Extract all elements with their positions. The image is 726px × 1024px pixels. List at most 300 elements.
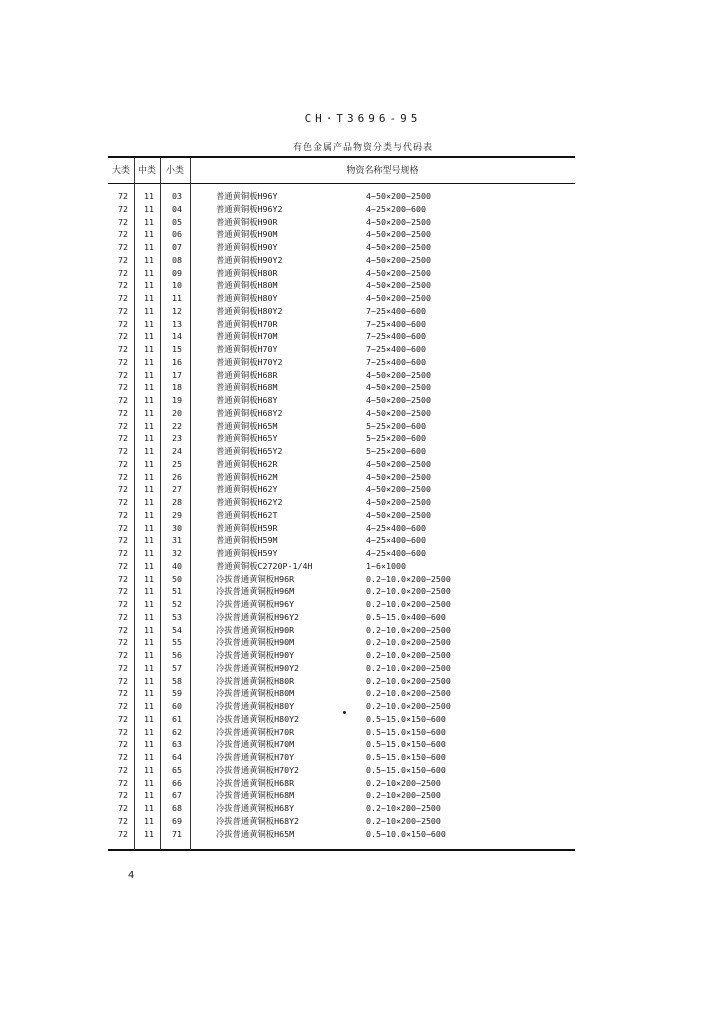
cell-spec: 4~50×200~2500: [366, 407, 431, 418]
cell-major: 72: [118, 764, 128, 775]
cell-major: 72: [118, 815, 128, 826]
cell-major: 72: [118, 305, 128, 316]
cell-middle: 11: [144, 535, 154, 546]
cell-spec: 0.2~10.0×200~2500: [366, 688, 451, 699]
table-row: [108, 203, 575, 216]
cell-spec: 0.2~10.0×200~2500: [366, 650, 451, 660]
cell-spec: 4~50×200~2500: [366, 293, 431, 303]
cell-middle: 11: [144, 573, 154, 584]
cell-name: 冷拔普通黄铜板H96M: [216, 586, 295, 597]
cell-minor: 07: [172, 242, 182, 252]
cell-middle: 11: [144, 344, 154, 354]
table-row: [108, 764, 575, 777]
cell-spec: 4~50×200~2500: [366, 509, 431, 520]
table-row: [108, 675, 575, 688]
cell-minor: 65: [172, 764, 182, 775]
cell-major: 72: [118, 803, 128, 813]
cell-name: 冷拔普通黄铜板H68Y: [216, 803, 295, 813]
cell-spec: 4~25×400~600: [366, 535, 426, 546]
cell-middle: 11: [144, 509, 154, 520]
cell-name: 冷拔普通黄铜板H70M: [216, 739, 295, 750]
cell-middle: 11: [144, 752, 154, 762]
table-row: [108, 496, 575, 509]
table-row: [108, 713, 575, 726]
cell-middle: 11: [144, 675, 154, 686]
cell-middle: 11: [144, 305, 154, 316]
cell-minor: 10: [172, 280, 182, 291]
cell-name: 冷拔普通黄铜板H68Y2: [216, 815, 300, 826]
cell-minor: 25: [172, 458, 182, 469]
cell-minor: 59: [172, 688, 182, 699]
table-row: [108, 815, 575, 828]
cell-minor: 23: [172, 433, 182, 444]
cell-middle: 11: [144, 815, 154, 826]
cell-minor: 71: [172, 828, 182, 839]
cell-middle: 11: [144, 560, 154, 571]
cell-name: 普通黄铜板H59M: [216, 535, 278, 546]
cell-minor: 62: [172, 726, 182, 737]
table-row: [108, 292, 575, 305]
cell-spec: 4~50×200~2500: [366, 395, 431, 405]
cell-minor: 63: [172, 739, 182, 750]
cell-major: 72: [118, 701, 128, 711]
cell-spec: 4~25×400~600: [366, 522, 426, 533]
cell-major: 72: [118, 726, 128, 737]
table-row: [108, 445, 575, 458]
cell-spec: 0.2~10.0×200~2500: [366, 624, 451, 635]
cell-major: 72: [118, 662, 128, 673]
cell-minor: 32: [172, 548, 182, 558]
cell-middle: 11: [144, 713, 154, 724]
cell-name: 普通黄铜板H96Y: [216, 191, 278, 201]
table-row: [108, 560, 575, 573]
cell-minor: 68: [172, 803, 182, 813]
table-row: [108, 802, 575, 815]
table-row: [108, 305, 575, 318]
cell-name: 冷拔普通黄铜板H80M: [216, 688, 295, 699]
cell-spec: 4~25×400~600: [366, 548, 426, 558]
table-row: [108, 828, 575, 841]
cell-middle: 11: [144, 803, 154, 813]
table-row: [108, 636, 575, 649]
cell-spec: 0.2~10×200~2500: [366, 803, 441, 813]
cell-spec: 4~50×200~2500: [366, 471, 431, 482]
cell-major: 72: [118, 356, 128, 367]
cell-spec: 0.2~10×200~2500: [366, 777, 441, 788]
table-row: [108, 738, 575, 751]
cell-name: 冷拔普通黄铜板H80Y: [216, 701, 295, 711]
table-row: [108, 649, 575, 662]
cell-spec: 7~25×400~600: [366, 344, 426, 354]
cell-spec: 7~25×400~600: [366, 331, 426, 342]
table-row: [108, 369, 575, 382]
cell-minor: 30: [172, 522, 182, 533]
table-row: [108, 483, 575, 496]
cell-name: 普通黄铜板H68Y2: [216, 407, 283, 418]
cell-spec: 0.5~15.0×150~600: [366, 764, 446, 775]
cell-name: 普通黄铜板H62R: [216, 458, 278, 469]
cell-spec: 0.2~10.0×200~2500: [366, 701, 451, 711]
cell-major: 72: [118, 611, 128, 622]
cell-major: 72: [118, 790, 128, 801]
cell-name: 冷拔普通黄铜板H68R: [216, 777, 295, 788]
cell-spec: 0.5~15.0×150~600: [366, 713, 446, 724]
cell-middle: 11: [144, 548, 154, 558]
cell-name: 普通黄铜板H68Y: [216, 395, 278, 405]
cell-spec: 4~50×200~2500: [366, 458, 431, 469]
cell-major: 72: [118, 675, 128, 686]
cell-major: 72: [118, 560, 128, 571]
cell-spec: 0.5~10.0×150~600: [366, 828, 446, 839]
cell-middle: 11: [144, 688, 154, 699]
cell-name: 普通黄铜板H70Y: [216, 344, 278, 354]
cell-minor: 14: [172, 331, 182, 342]
cell-name: 冷拔普通黄铜板H70Y2: [216, 764, 300, 775]
cell-major: 72: [118, 254, 128, 265]
table-row: [108, 509, 575, 522]
cell-major: 72: [118, 535, 128, 546]
table-row: [108, 241, 575, 254]
table-row: [108, 726, 575, 739]
cell-minor: 15: [172, 344, 182, 354]
column-header-middle: 中类: [137, 166, 156, 176]
cell-minor: 69: [172, 815, 182, 826]
cell-spec: 4~50×200~2500: [366, 280, 431, 291]
cell-minor: 16: [172, 356, 182, 367]
cell-middle: 11: [144, 318, 154, 329]
cell-major: 72: [118, 280, 128, 291]
table-row: [108, 420, 575, 433]
cell-name: 普通黄铜板H80Y2: [216, 305, 283, 316]
table-row: [108, 547, 575, 560]
cell-name: 冷拔普通黄铜板H70R: [216, 726, 295, 737]
table-row: [108, 789, 575, 802]
cell-major: 72: [118, 420, 128, 431]
cell-spec: 0.2~10.0×200~2500: [366, 599, 451, 609]
cell-minor: 61: [172, 713, 182, 724]
cell-middle: 11: [144, 777, 154, 788]
table-row: [108, 751, 575, 764]
cell-middle: 11: [144, 522, 154, 533]
page-number: 4: [128, 870, 135, 881]
table-bottom-rule: [108, 849, 575, 851]
cell-minor: 64: [172, 752, 182, 762]
cell-middle: 11: [144, 599, 154, 609]
cell-middle: 11: [144, 382, 154, 393]
cell-minor: 55: [172, 637, 182, 648]
cell-major: 72: [118, 382, 128, 393]
cell-major: 72: [118, 509, 128, 520]
cell-major: 72: [118, 369, 128, 380]
cell-minor: 13: [172, 318, 182, 329]
cell-middle: 11: [144, 267, 154, 278]
cell-name: 普通黄铜板H62T: [216, 509, 278, 520]
cell-name: 冷拔普通黄铜板H90M: [216, 637, 295, 648]
cell-spec: 5~25×200~600: [366, 420, 426, 431]
cell-major: 72: [118, 484, 128, 495]
cell-major: 72: [118, 318, 128, 329]
cell-name: 冷拔普通黄铜板H70Y: [216, 752, 295, 762]
cell-spec: 4~50×200~2500: [366, 267, 431, 278]
speck-mark: [343, 711, 346, 714]
table-row: [108, 458, 575, 471]
cell-spec: 0.5~15.0×400~600: [366, 611, 446, 622]
cell-spec: 7~25×400~600: [366, 356, 426, 367]
cell-name: 普通黄铜板H65Y2: [216, 446, 283, 456]
cell-minor: 53: [172, 611, 182, 622]
cell-major: 72: [118, 739, 128, 750]
table-row: [108, 407, 575, 420]
cell-major: 72: [118, 637, 128, 648]
cell-minor: 52: [172, 599, 182, 609]
cell-name: 冷拔普通黄铜板H90Y2: [216, 662, 300, 673]
cell-middle: 11: [144, 446, 154, 456]
cell-major: 72: [118, 688, 128, 699]
cell-major: 72: [118, 344, 128, 354]
cell-spec: 0.5~15.0×150~600: [366, 726, 446, 737]
cell-major: 72: [118, 446, 128, 456]
table-row: [108, 598, 575, 611]
cell-middle: 11: [144, 650, 154, 660]
cell-middle: 11: [144, 229, 154, 240]
table-row: [108, 356, 575, 369]
table-row: [108, 573, 575, 586]
cell-name: 普通黄铜板H80R: [216, 267, 278, 278]
cell-name: 普通黄铜板H65Y: [216, 433, 278, 444]
cell-middle: 11: [144, 254, 154, 265]
cell-middle: 11: [144, 420, 154, 431]
cell-major: 72: [118, 395, 128, 405]
cell-middle: 11: [144, 369, 154, 380]
cell-middle: 11: [144, 586, 154, 597]
cell-name: 冷拔普通黄铜板H65M: [216, 828, 295, 839]
cell-middle: 11: [144, 433, 154, 444]
cell-spec: 7~25×400~600: [366, 318, 426, 329]
cell-minor: 66: [172, 777, 182, 788]
cell-name: 普通黄铜板H62Y2: [216, 497, 283, 507]
cell-name: 普通黄铜板H90R: [216, 216, 278, 227]
table-top-rule: [108, 156, 575, 158]
cell-major: 72: [118, 522, 128, 533]
column-header-spec: 物资名称型号规格: [346, 166, 419, 176]
cell-middle: 11: [144, 280, 154, 291]
table-row: [108, 279, 575, 292]
cell-middle: 11: [144, 407, 154, 418]
cell-major: 72: [118, 293, 128, 303]
cell-name: 普通黄铜板H96Y2: [216, 203, 283, 214]
cell-name: 冷拔普通黄铜板H90Y: [216, 650, 295, 660]
cell-spec: 4~50×200~2500: [366, 369, 431, 380]
cell-spec: 0.5~15.0×150~600: [366, 752, 446, 762]
cell-name: 普通黄铜板H65M: [216, 420, 278, 431]
cell-major: 72: [118, 331, 128, 342]
cell-name: 冷拔普通黄铜板H96Y2: [216, 611, 300, 622]
cell-minor: 40: [172, 560, 182, 571]
cell-name: 普通黄铜板H62M: [216, 471, 278, 482]
cell-spec: 4~25×200~600: [366, 203, 426, 214]
table-row: [108, 687, 575, 700]
cell-minor: 17: [172, 369, 182, 380]
cell-middle: 11: [144, 458, 154, 469]
cell-major: 72: [118, 242, 128, 252]
table-row: [108, 471, 575, 484]
cell-middle: 11: [144, 701, 154, 711]
cell-minor: 04: [172, 203, 182, 214]
cell-name: 普通黄铜板H80M: [216, 280, 278, 291]
cell-middle: 11: [144, 471, 154, 482]
cell-minor: 28: [172, 497, 182, 507]
cell-middle: 11: [144, 739, 154, 750]
cell-major: 72: [118, 752, 128, 762]
cell-major: 72: [118, 548, 128, 558]
cell-spec: 0.5~15.0×150~600: [366, 739, 446, 750]
cell-name: 普通黄铜板C2720P-1/4H: [216, 560, 313, 571]
cell-major: 72: [118, 624, 128, 635]
cell-middle: 11: [144, 764, 154, 775]
cell-middle: 11: [144, 662, 154, 673]
cell-name: 普通黄铜板H62Y: [216, 484, 278, 495]
cell-minor: 05: [172, 216, 182, 227]
cell-minor: 27: [172, 484, 182, 495]
cell-major: 72: [118, 497, 128, 507]
cell-spec: 4~50×200~2500: [366, 191, 431, 201]
table-row: [108, 254, 575, 267]
cell-middle: 11: [144, 790, 154, 801]
cell-name: 普通黄铜板H70M: [216, 331, 278, 342]
cell-middle: 11: [144, 497, 154, 507]
cell-name: 普通黄铜板H90Y: [216, 242, 278, 252]
cell-spec: 1~6×1000: [366, 560, 406, 571]
cell-middle: 11: [144, 331, 154, 342]
cell-major: 72: [118, 433, 128, 444]
table-row: [108, 534, 575, 547]
column-header-major: 大类: [111, 166, 130, 176]
cell-minor: 29: [172, 509, 182, 520]
cell-name: 普通黄铜板H59R: [216, 522, 278, 533]
cell-major: 72: [118, 573, 128, 584]
cell-name: 冷拔普通黄铜板H90R: [216, 624, 295, 635]
cell-major: 72: [118, 713, 128, 724]
cell-spec: 4~50×200~2500: [366, 484, 431, 495]
table-row: [108, 522, 575, 535]
cell-spec: 5~25×200~600: [366, 446, 426, 456]
cell-name: 冷拔普通黄铜板H80Y2: [216, 713, 300, 724]
table-body: [108, 190, 575, 840]
cell-spec: 0.2~10.0×200~2500: [366, 573, 451, 584]
cell-minor: 06: [172, 229, 182, 240]
table-row: [108, 432, 575, 445]
cell-minor: 09: [172, 267, 182, 278]
cell-spec: 7~25×400~600: [366, 305, 426, 316]
header-bottom-rule: [108, 183, 575, 184]
cell-middle: 11: [144, 216, 154, 227]
table-title: 有色金属产品物资分类与代码表: [292, 143, 433, 153]
cell-minor: 24: [172, 446, 182, 456]
cell-major: 72: [118, 599, 128, 609]
cell-middle: 11: [144, 356, 154, 367]
cell-middle: 11: [144, 637, 154, 648]
cell-minor: 60: [172, 701, 182, 711]
cell-name: 冷拔普通黄铜板H96R: [216, 573, 295, 584]
cell-spec: 0.2~10.0×200~2500: [366, 586, 451, 597]
cell-name: 普通黄铜板H80Y: [216, 293, 278, 303]
cell-spec: 4~50×200~2500: [366, 229, 431, 240]
table-row: [108, 394, 575, 407]
cell-spec: 4~50×200~2500: [366, 497, 431, 507]
table-row: [108, 267, 575, 280]
cell-name: 普通黄铜板H70R: [216, 318, 278, 329]
table-row: [108, 624, 575, 637]
cell-major: 72: [118, 407, 128, 418]
table-row: [108, 611, 575, 624]
cell-minor: 18: [172, 382, 182, 393]
cell-spec: 0.2~10.0×200~2500: [366, 675, 451, 686]
cell-minor: 57: [172, 662, 182, 673]
cell-name: 普通黄铜板H90M: [216, 229, 278, 240]
cell-spec: 0.2~10×200~2500: [366, 815, 441, 826]
cell-spec: 4~50×200~2500: [366, 242, 431, 252]
table-row: [108, 343, 575, 356]
cell-middle: 11: [144, 203, 154, 214]
cell-major: 72: [118, 229, 128, 240]
cell-name: 冷拔普通黄铜板H96Y: [216, 599, 295, 609]
cell-major: 72: [118, 650, 128, 660]
cell-minor: 31: [172, 535, 182, 546]
column-header-minor: 小类: [165, 166, 184, 176]
cell-middle: 11: [144, 293, 154, 303]
cell-major: 72: [118, 828, 128, 839]
cell-middle: 11: [144, 726, 154, 737]
cell-major: 72: [118, 191, 128, 201]
table-row: [108, 190, 575, 203]
cell-middle: 11: [144, 624, 154, 635]
cell-minor: 51: [172, 586, 182, 597]
cell-middle: 11: [144, 484, 154, 495]
cell-minor: 54: [172, 624, 182, 635]
cell-spec: 5~25×200~600: [366, 433, 426, 444]
table-row: [108, 777, 575, 790]
cell-name: 冷拔普通黄铜板H68M: [216, 790, 295, 801]
cell-minor: 58: [172, 675, 182, 686]
cell-spec: 4~50×200~2500: [366, 216, 431, 227]
table-row: [108, 228, 575, 241]
cell-middle: 11: [144, 395, 154, 405]
cell-middle: 11: [144, 242, 154, 252]
cell-spec: 4~50×200~2500: [366, 254, 431, 265]
table-row: [108, 662, 575, 675]
cell-middle: 11: [144, 191, 154, 201]
cell-name: 冷拔普通黄铜板H80R: [216, 675, 295, 686]
cell-major: 72: [118, 216, 128, 227]
cell-major: 72: [118, 203, 128, 214]
cell-minor: 08: [172, 254, 182, 265]
table-row: [108, 381, 575, 394]
cell-spec: 4~50×200~2500: [366, 382, 431, 393]
cell-minor: 67: [172, 790, 182, 801]
cell-spec: 0.2~10.0×200~2500: [366, 637, 451, 648]
cell-minor: 22: [172, 420, 182, 431]
table-row: [108, 585, 575, 598]
cell-minor: 20: [172, 407, 182, 418]
cell-middle: 11: [144, 611, 154, 622]
cell-major: 72: [118, 777, 128, 788]
cell-minor: 26: [172, 471, 182, 482]
cell-minor: 11: [172, 293, 182, 303]
cell-major: 72: [118, 267, 128, 278]
cell-major: 72: [118, 586, 128, 597]
cell-spec: 0.2~10×200~2500: [366, 790, 441, 801]
standard-code: CH·T3696-95: [304, 112, 422, 125]
